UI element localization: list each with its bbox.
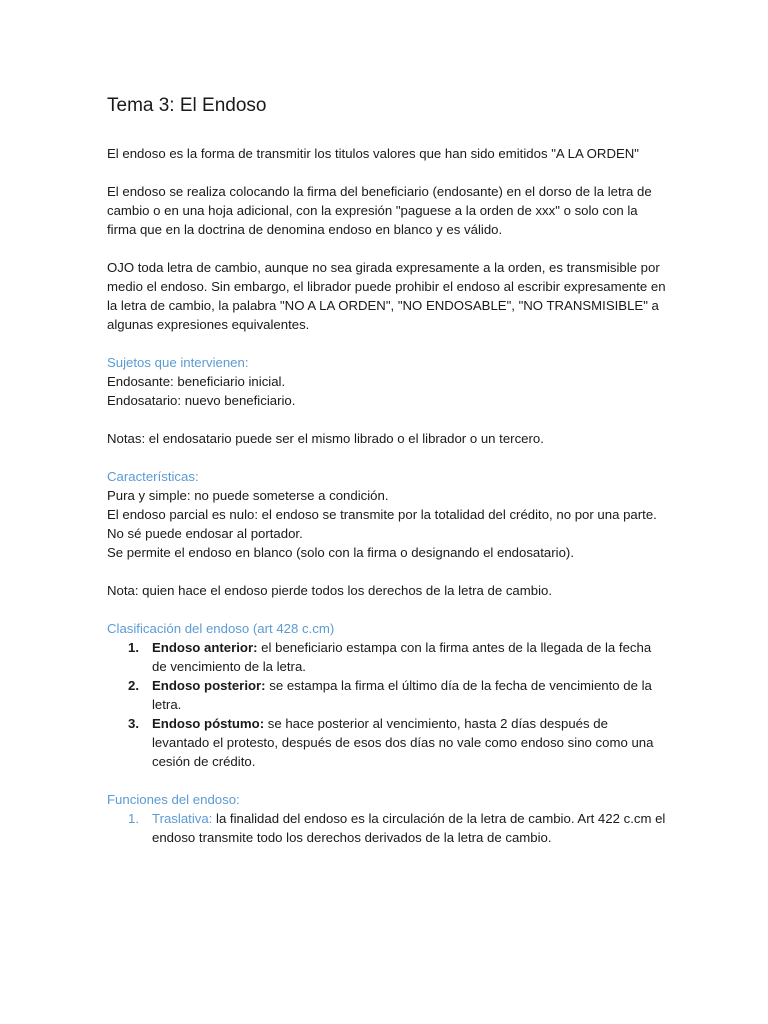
list-item — [107, 638, 667, 676]
funciones-section — [107, 790, 667, 847]
caracteristicas-section — [107, 467, 667, 562]
sujetos-line: Endosatario: nuevo beneficiario. — [107, 393, 296, 408]
list-term: Endoso póstumo: — [152, 716, 265, 731]
funciones-list — [107, 809, 667, 847]
sujetos-heading: Sujetos que intervienen: — [107, 355, 249, 370]
clasificacion-list — [107, 638, 667, 771]
list-item — [107, 676, 667, 714]
caracteristica-line: No sé puede endosar al portador. — [107, 526, 303, 541]
sujetos-line: Endosante: beneficiario inicial. — [107, 374, 286, 389]
list-item — [107, 809, 667, 847]
notas-paragraph: Notas: el endosatario puede ser el mismo librado o el librador o un tercero. — [107, 431, 544, 446]
list-term: Traslativa: — [152, 811, 213, 826]
caracteristica-line: Pura y simple: no puede someterse a condición. — [107, 488, 389, 503]
list-text: la finalidad del endoso es la circulación de la letra de cambio. Art 422 c.cm el endoso transmite todo los derechos derivados de la letra de cambio. — [152, 811, 666, 845]
caracteristica-line: El endoso parcial es nulo: el endoso se transmite por la totalidad del crédito, no por una parte. — [107, 507, 657, 522]
clasificacion-section — [107, 619, 667, 771]
list-number: 2. — [128, 678, 139, 693]
transmissibility-paragraph: OJO toda letra de cambio, aunque no sea girada expresamente a la orden, es transmisible por medio el endoso. Sin embargo, el librador puede prohibir el endoso al escribir expresamente en la letra de cambio, la palabra "NO A LA ORDEN", "NO ENDOSABLE", "NO TRANSMISIBLE" a algunas expresiones equivalentes. — [107, 260, 666, 332]
clasificacion-heading: Clasificación del endoso (art 428 c.cm) — [107, 621, 335, 636]
procedure-paragraph: El endoso se realiza colocando la firma del beneficiario (endosante) en el dorso de la letra de cambio o en una hoja adicional, con la expresión "paguese a la orden de xxx" o solo con la firma que en la doctrina de denomina endoso en blanco y es válido. — [107, 184, 652, 237]
list-text: se estampa la firma el último día de la fecha de vencimiento de la letra. — [152, 678, 652, 712]
document-title: Tema 3: El Endoso — [107, 95, 267, 116]
intro-paragraph: El endoso es la forma de transmitir los titulos valores que han sido emitidos "A LA ORDEN" — [107, 146, 639, 161]
list-text: se hace posterior al vencimiento, hasta 2 días después de levantado el protesto, después de esos dos días no vale como endoso sino como una cesión de crédito. — [152, 716, 654, 769]
sujetos-section — [107, 353, 667, 410]
list-text: el beneficiario estampa con la firma antes de la llegada de la fecha de vencimiento de la letra. — [152, 640, 652, 674]
list-number: 1. — [128, 640, 139, 655]
list-number: 1. — [128, 811, 139, 826]
nota-paragraph: Nota: quien hace el endoso pierde todos los derechos de la letra de cambio. — [107, 583, 553, 598]
list-term: Endoso posterior: — [152, 678, 266, 693]
caracteristicas-heading: Características: — [107, 469, 199, 484]
list-term: Endoso anterior: — [152, 640, 258, 655]
list-number: 3. — [128, 716, 139, 731]
caracteristica-line: Se permite el endoso en blanco (solo con la firma o designando el endosatario). — [107, 545, 574, 560]
document-content — [107, 94, 667, 866]
list-item — [107, 714, 667, 771]
funciones-heading: Funciones del endoso: — [107, 792, 240, 807]
